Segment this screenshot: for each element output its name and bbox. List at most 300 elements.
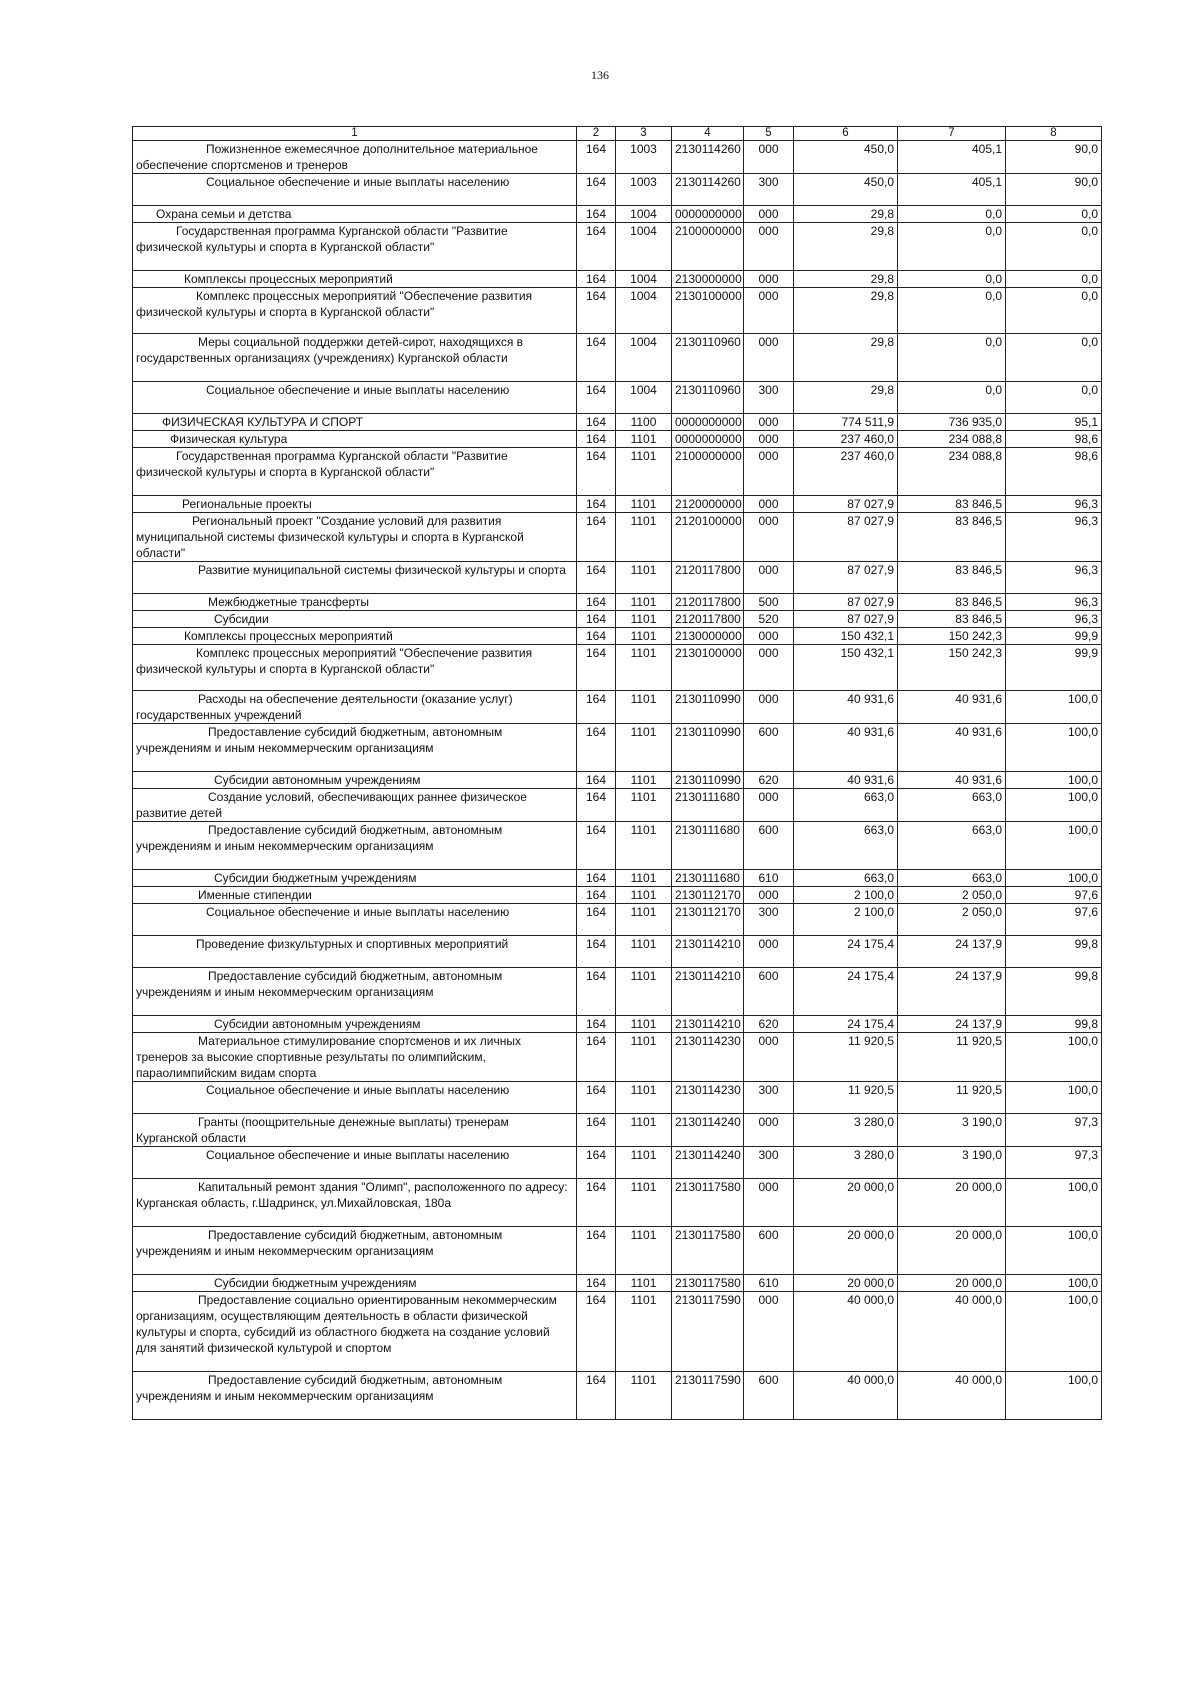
row-fact: 150 242,3 bbox=[898, 645, 1006, 691]
row-name bbox=[133, 141, 577, 174]
col-header-7: 7 bbox=[898, 127, 1006, 141]
row-name bbox=[133, 789, 577, 822]
row-ved: 164 bbox=[577, 1082, 616, 1114]
header-row bbox=[133, 127, 1102, 141]
table-row bbox=[133, 904, 1102, 936]
row-ved: 164 bbox=[577, 1275, 616, 1292]
col-header-8: 8 bbox=[1006, 127, 1102, 141]
row-expense-type: 300 bbox=[744, 1147, 794, 1179]
row-name-text: ФИЗИЧЕСКАЯ КУЛЬТУРА И СПОРТ bbox=[162, 415, 364, 429]
row-expense-type: 620 bbox=[744, 1016, 794, 1033]
row-percent: 96,3 bbox=[1006, 562, 1102, 594]
row-name bbox=[133, 887, 577, 904]
row-fact: 24 137,9 bbox=[898, 1016, 1006, 1033]
row-expense-type: 000 bbox=[744, 936, 794, 968]
row-name-text: Социальное обеспечение и иные выплаты населению bbox=[206, 175, 510, 189]
row-percent: 100,0 bbox=[1006, 1082, 1102, 1114]
row-plan: 3 280,0 bbox=[794, 1147, 898, 1179]
table-row bbox=[133, 414, 1102, 431]
row-plan: 40 931,6 bbox=[794, 772, 898, 789]
row-fact: 0,0 bbox=[898, 288, 1006, 334]
row-plan: 87 027,9 bbox=[794, 513, 898, 562]
table-row bbox=[133, 594, 1102, 611]
row-ved: 164 bbox=[577, 431, 616, 448]
row-name bbox=[133, 870, 577, 887]
row-ved: 164 bbox=[577, 271, 616, 288]
row-ved: 164 bbox=[577, 223, 616, 271]
row-section: 1003 bbox=[616, 141, 672, 174]
row-fact: 405,1 bbox=[898, 141, 1006, 174]
row-target-code: 2130100000 bbox=[672, 645, 744, 691]
row-expense-type: 620 bbox=[744, 772, 794, 789]
row-expense-type: 300 bbox=[744, 904, 794, 936]
row-plan: 11 920,5 bbox=[794, 1082, 898, 1114]
row-plan: 237 460,0 bbox=[794, 448, 898, 496]
row-expense-type: 000 bbox=[744, 628, 794, 645]
row-target-code: 2130114260 bbox=[672, 141, 744, 174]
row-plan: 40 931,6 bbox=[794, 724, 898, 772]
row-percent: 96,3 bbox=[1006, 594, 1102, 611]
table-row bbox=[133, 870, 1102, 887]
table-row bbox=[133, 496, 1102, 513]
row-target-code: 2130110990 bbox=[672, 691, 744, 724]
row-name-text: Субсидии бюджетным учреждениям bbox=[214, 871, 417, 885]
row-section: 1101 bbox=[616, 887, 672, 904]
row-section: 1101 bbox=[616, 448, 672, 496]
row-plan: 24 175,4 bbox=[794, 1016, 898, 1033]
row-name bbox=[133, 334, 577, 382]
row-name-text: Капитальный ремонт здания "Олимп", расположенного по адресу: Курганская область, г.Шадринск, ул.Михайловская, 180а bbox=[136, 1180, 568, 1210]
row-section: 1101 bbox=[616, 789, 672, 822]
row-section: 1101 bbox=[616, 1033, 672, 1082]
row-percent: 99,8 bbox=[1006, 968, 1102, 1016]
row-plan: 29,8 bbox=[794, 334, 898, 382]
row-name bbox=[133, 628, 577, 645]
row-percent: 96,3 bbox=[1006, 513, 1102, 562]
row-expense-type: 000 bbox=[744, 496, 794, 513]
row-expense-type: 300 bbox=[744, 1082, 794, 1114]
row-name bbox=[133, 936, 577, 968]
row-fact: 20 000,0 bbox=[898, 1227, 1006, 1275]
row-percent: 0,0 bbox=[1006, 271, 1102, 288]
row-name bbox=[133, 431, 577, 448]
row-target-code: 2100000000 bbox=[672, 448, 744, 496]
row-percent: 100,0 bbox=[1006, 1292, 1102, 1372]
row-name bbox=[133, 1016, 577, 1033]
row-percent: 95,1 bbox=[1006, 414, 1102, 431]
row-section: 1101 bbox=[616, 904, 672, 936]
row-expense-type: 000 bbox=[744, 431, 794, 448]
row-name-text: Материальное стимулирование спортсменов и их личных тренеров за высокие спортивные результаты по олимпийским, параолимпийским видам спорта bbox=[136, 1034, 521, 1080]
table-row bbox=[133, 141, 1102, 174]
row-expense-type: 000 bbox=[744, 887, 794, 904]
col-header-4: 4 bbox=[672, 127, 744, 141]
row-name-text: Государственная программа Курганской области "Развитие физической культуры и спорта в Курганской области" bbox=[136, 224, 508, 254]
row-fact: 83 846,5 bbox=[898, 513, 1006, 562]
row-section: 1101 bbox=[616, 968, 672, 1016]
row-plan: 40 000,0 bbox=[794, 1292, 898, 1372]
row-name-text: Комплексы процессных мероприятий bbox=[184, 629, 393, 643]
table-row bbox=[133, 334, 1102, 382]
row-fact: 40 000,0 bbox=[898, 1372, 1006, 1420]
row-name-text: Гранты (поощрительные денежные выплаты) тренерам Курганской области bbox=[136, 1115, 509, 1145]
row-expense-type: 610 bbox=[744, 870, 794, 887]
table-row bbox=[133, 1292, 1102, 1372]
row-name-text: Межбюджетные трансферты bbox=[208, 595, 370, 609]
row-expense-type: 300 bbox=[744, 174, 794, 206]
row-expense-type: 000 bbox=[744, 1114, 794, 1147]
row-percent: 97,3 bbox=[1006, 1147, 1102, 1179]
row-name-text: Создание условий, обеспечивающих раннее физическое развитие детей bbox=[136, 790, 527, 820]
table-row bbox=[133, 611, 1102, 628]
row-ved: 164 bbox=[577, 594, 616, 611]
row-name bbox=[133, 724, 577, 772]
row-plan: 29,8 bbox=[794, 206, 898, 223]
row-target-code: 2130117580 bbox=[672, 1275, 744, 1292]
row-percent: 0,0 bbox=[1006, 223, 1102, 271]
row-name-text: Предоставление субсидий бюджетным, автономным учреждениям и иным некоммерческим организациям bbox=[136, 1228, 503, 1258]
row-name bbox=[133, 496, 577, 513]
row-plan: 24 175,4 bbox=[794, 968, 898, 1016]
row-target-code: 0000000000 bbox=[672, 431, 744, 448]
row-name bbox=[133, 1292, 577, 1372]
row-ved: 164 bbox=[577, 513, 616, 562]
row-ved: 164 bbox=[577, 968, 616, 1016]
row-name-text: Субсидии автономным учреждениям bbox=[214, 1017, 421, 1031]
row-fact: 83 846,5 bbox=[898, 611, 1006, 628]
budget-table bbox=[132, 126, 1102, 1420]
row-plan: 450,0 bbox=[794, 141, 898, 174]
row-fact: 663,0 bbox=[898, 870, 1006, 887]
table-row bbox=[133, 562, 1102, 594]
row-name bbox=[133, 513, 577, 562]
row-fact: 0,0 bbox=[898, 223, 1006, 271]
row-ved: 164 bbox=[577, 496, 616, 513]
row-percent: 90,0 bbox=[1006, 174, 1102, 206]
row-section: 1101 bbox=[616, 691, 672, 724]
row-expense-type: 000 bbox=[744, 206, 794, 223]
row-section: 1101 bbox=[616, 1082, 672, 1114]
row-fact: 83 846,5 bbox=[898, 496, 1006, 513]
row-ved: 164 bbox=[577, 1372, 616, 1420]
row-section: 1101 bbox=[616, 611, 672, 628]
row-target-code: 2130110990 bbox=[672, 724, 744, 772]
row-percent: 96,3 bbox=[1006, 611, 1102, 628]
row-ved: 164 bbox=[577, 1227, 616, 1275]
row-name bbox=[133, 1227, 577, 1275]
row-ved: 164 bbox=[577, 382, 616, 414]
row-expense-type: 000 bbox=[744, 1292, 794, 1372]
row-plan: 237 460,0 bbox=[794, 431, 898, 448]
row-percent: 98,6 bbox=[1006, 431, 1102, 448]
row-ved: 164 bbox=[577, 1147, 616, 1179]
row-fact: 405,1 bbox=[898, 174, 1006, 206]
row-section: 1100 bbox=[616, 414, 672, 431]
row-percent: 100,0 bbox=[1006, 772, 1102, 789]
row-name bbox=[133, 1147, 577, 1179]
col-header-2: 2 bbox=[577, 127, 616, 141]
row-ved: 164 bbox=[577, 334, 616, 382]
row-percent: 100,0 bbox=[1006, 789, 1102, 822]
row-target-code: 2120000000 bbox=[672, 496, 744, 513]
row-expense-type: 600 bbox=[744, 724, 794, 772]
row-section: 1101 bbox=[616, 1292, 672, 1372]
row-section: 1101 bbox=[616, 431, 672, 448]
row-section: 1101 bbox=[616, 822, 672, 870]
row-name bbox=[133, 904, 577, 936]
row-target-code: 2130117590 bbox=[672, 1292, 744, 1372]
row-percent: 100,0 bbox=[1006, 1372, 1102, 1420]
row-fact: 24 137,9 bbox=[898, 936, 1006, 968]
row-target-code: 2130114210 bbox=[672, 968, 744, 1016]
row-name bbox=[133, 1033, 577, 1082]
row-expense-type: 000 bbox=[744, 334, 794, 382]
row-plan: 774 511,9 bbox=[794, 414, 898, 431]
row-target-code: 2130114240 bbox=[672, 1147, 744, 1179]
table-row bbox=[133, 936, 1102, 968]
row-section: 1101 bbox=[616, 1016, 672, 1033]
row-name bbox=[133, 271, 577, 288]
row-plan: 29,8 bbox=[794, 271, 898, 288]
row-fact: 2 050,0 bbox=[898, 904, 1006, 936]
row-name bbox=[133, 448, 577, 496]
row-expense-type: 300 bbox=[744, 382, 794, 414]
table-row bbox=[133, 1016, 1102, 1033]
table-row bbox=[133, 382, 1102, 414]
row-target-code: 2130114240 bbox=[672, 1114, 744, 1147]
row-target-code: 2130110990 bbox=[672, 772, 744, 789]
row-name-text: Меры социальной поддержки детей-сирот, находящихся в государственных организациях (учреждениях) Курганской области bbox=[136, 335, 524, 365]
row-section: 1101 bbox=[616, 513, 672, 562]
row-name bbox=[133, 822, 577, 870]
row-name-text: Предоставление субсидий бюджетным, автономным учреждениям и иным некоммерческим организациям bbox=[136, 969, 503, 999]
row-target-code: 2130100000 bbox=[672, 288, 744, 334]
row-target-code: 2120117800 bbox=[672, 594, 744, 611]
row-ved: 164 bbox=[577, 628, 616, 645]
row-ved: 164 bbox=[577, 288, 616, 334]
row-ved: 164 bbox=[577, 691, 616, 724]
row-name-text: Региональные проекты bbox=[182, 497, 312, 511]
row-plan: 150 432,1 bbox=[794, 645, 898, 691]
row-ved: 164 bbox=[577, 1114, 616, 1147]
row-name-text: Социальное обеспечение и иные выплаты населению bbox=[206, 383, 510, 397]
row-ved: 164 bbox=[577, 789, 616, 822]
row-plan: 40 000,0 bbox=[794, 1372, 898, 1420]
row-section: 1101 bbox=[616, 645, 672, 691]
row-plan: 450,0 bbox=[794, 174, 898, 206]
row-name-text: Предоставление субсидий бюджетным, автономным учреждениям и иным некоммерческим организациям bbox=[136, 823, 503, 853]
row-percent: 97,6 bbox=[1006, 887, 1102, 904]
table-row bbox=[133, 628, 1102, 645]
row-section: 1101 bbox=[616, 628, 672, 645]
table-row bbox=[133, 1147, 1102, 1179]
row-fact: 234 088,8 bbox=[898, 431, 1006, 448]
row-plan: 40 931,6 bbox=[794, 691, 898, 724]
row-section: 1101 bbox=[616, 724, 672, 772]
row-target-code: 2120117800 bbox=[672, 562, 744, 594]
table-row bbox=[133, 1033, 1102, 1082]
row-ved: 164 bbox=[577, 611, 616, 628]
table-row bbox=[133, 1227, 1102, 1275]
row-plan: 87 027,9 bbox=[794, 562, 898, 594]
row-section: 1004 bbox=[616, 288, 672, 334]
row-name bbox=[133, 1275, 577, 1292]
row-section: 1101 bbox=[616, 1227, 672, 1275]
row-expense-type: 000 bbox=[744, 223, 794, 271]
row-ved: 164 bbox=[577, 206, 616, 223]
row-plan: 2 100,0 bbox=[794, 904, 898, 936]
row-percent: 100,0 bbox=[1006, 1275, 1102, 1292]
row-section: 1101 bbox=[616, 772, 672, 789]
row-name bbox=[133, 562, 577, 594]
row-plan: 24 175,4 bbox=[794, 936, 898, 968]
table-row bbox=[133, 1082, 1102, 1114]
row-target-code: 0000000000 bbox=[672, 206, 744, 223]
row-target-code: 2100000000 bbox=[672, 223, 744, 271]
table-row bbox=[133, 174, 1102, 206]
row-name-text: Физическая культура bbox=[170, 432, 288, 446]
row-percent: 100,0 bbox=[1006, 724, 1102, 772]
row-ved: 164 bbox=[577, 822, 616, 870]
row-fact: 234 088,8 bbox=[898, 448, 1006, 496]
row-target-code: 2120100000 bbox=[672, 513, 744, 562]
row-fact: 40 000,0 bbox=[898, 1292, 1006, 1372]
row-fact: 150 242,3 bbox=[898, 628, 1006, 645]
row-fact: 736 935,0 bbox=[898, 414, 1006, 431]
row-ved: 164 bbox=[577, 1016, 616, 1033]
row-expense-type: 600 bbox=[744, 1227, 794, 1275]
row-name bbox=[133, 645, 577, 691]
row-name bbox=[133, 414, 577, 431]
row-ved: 164 bbox=[577, 562, 616, 594]
table-row bbox=[133, 288, 1102, 334]
row-percent: 100,0 bbox=[1006, 870, 1102, 887]
table-row bbox=[133, 772, 1102, 789]
row-section: 1101 bbox=[616, 870, 672, 887]
table-row bbox=[133, 887, 1102, 904]
row-section: 1101 bbox=[616, 1275, 672, 1292]
row-name bbox=[133, 1179, 577, 1227]
row-section: 1101 bbox=[616, 1372, 672, 1420]
row-expense-type: 000 bbox=[744, 789, 794, 822]
row-percent: 100,0 bbox=[1006, 822, 1102, 870]
row-name bbox=[133, 382, 577, 414]
row-percent: 99,8 bbox=[1006, 936, 1102, 968]
row-percent: 97,6 bbox=[1006, 904, 1102, 936]
row-percent: 90,0 bbox=[1006, 141, 1102, 174]
row-ved: 164 bbox=[577, 645, 616, 691]
row-fact: 20 000,0 bbox=[898, 1179, 1006, 1227]
table-row bbox=[133, 691, 1102, 724]
row-fact: 20 000,0 bbox=[898, 1275, 1006, 1292]
row-percent: 0,0 bbox=[1006, 206, 1102, 223]
row-fact: 2 050,0 bbox=[898, 887, 1006, 904]
row-name-text: Именные стипендии bbox=[198, 888, 312, 902]
table-row bbox=[133, 431, 1102, 448]
row-name-text: Проведение физкультурных и спортивных мероприятий bbox=[196, 937, 509, 951]
row-plan: 29,8 bbox=[794, 288, 898, 334]
row-fact: 3 190,0 bbox=[898, 1114, 1006, 1147]
row-fact: 40 931,6 bbox=[898, 691, 1006, 724]
row-target-code: 2130000000 bbox=[672, 628, 744, 645]
row-expense-type: 520 bbox=[744, 611, 794, 628]
row-percent: 100,0 bbox=[1006, 1227, 1102, 1275]
row-fact: 83 846,5 bbox=[898, 594, 1006, 611]
row-ved: 164 bbox=[577, 448, 616, 496]
row-percent: 97,3 bbox=[1006, 1114, 1102, 1147]
row-ved: 164 bbox=[577, 904, 616, 936]
row-target-code: 2130111680 bbox=[672, 789, 744, 822]
row-percent: 98,6 bbox=[1006, 448, 1102, 496]
row-fact: 40 931,6 bbox=[898, 724, 1006, 772]
row-name bbox=[133, 691, 577, 724]
table-row bbox=[133, 789, 1102, 822]
col-header-6: 6 bbox=[794, 127, 898, 141]
col-header-5: 5 bbox=[744, 127, 794, 141]
row-fact: 83 846,5 bbox=[898, 562, 1006, 594]
row-section: 1101 bbox=[616, 562, 672, 594]
row-percent: 96,3 bbox=[1006, 496, 1102, 513]
row-section: 1101 bbox=[616, 496, 672, 513]
row-target-code: 0000000000 bbox=[672, 414, 744, 431]
row-plan: 87 027,9 bbox=[794, 594, 898, 611]
row-name-text: Комплекс процессных мероприятий "Обеспечение развития физической культуры и спорта в Курганской области" bbox=[136, 646, 533, 676]
row-expense-type: 000 bbox=[744, 645, 794, 691]
row-fact: 0,0 bbox=[898, 206, 1006, 223]
row-name bbox=[133, 611, 577, 628]
row-name-text: Охрана семьи и детства bbox=[156, 207, 292, 221]
row-name-text: Социальное обеспечение и иные выплаты населению bbox=[206, 1148, 510, 1162]
row-fact: 0,0 bbox=[898, 382, 1006, 414]
row-name-text: Расходы на обеспечение деятельности (оказание услуг) государственных учреждений bbox=[136, 692, 513, 722]
row-plan: 2 100,0 bbox=[794, 887, 898, 904]
row-name-text: Комплекс процессных мероприятий "Обеспечение развития физической культуры и спорта в Курганской области" bbox=[136, 289, 533, 319]
row-section: 1004 bbox=[616, 223, 672, 271]
table-row bbox=[133, 271, 1102, 288]
row-expense-type: 000 bbox=[744, 1033, 794, 1082]
row-name bbox=[133, 968, 577, 1016]
table-row bbox=[133, 1179, 1102, 1227]
table-row bbox=[133, 206, 1102, 223]
row-section: 1004 bbox=[616, 382, 672, 414]
row-percent: 0,0 bbox=[1006, 288, 1102, 334]
row-percent: 0,0 bbox=[1006, 334, 1102, 382]
row-section: 1101 bbox=[616, 1179, 672, 1227]
row-target-code: 2130117580 bbox=[672, 1227, 744, 1275]
table-row bbox=[133, 822, 1102, 870]
row-expense-type: 000 bbox=[744, 562, 794, 594]
row-name-text: Развитие муниципальной системы физической культуры и спорта bbox=[198, 563, 566, 577]
row-fact: 3 190,0 bbox=[898, 1147, 1006, 1179]
row-ved: 164 bbox=[577, 724, 616, 772]
row-expense-type: 500 bbox=[744, 594, 794, 611]
row-percent: 99,9 bbox=[1006, 628, 1102, 645]
row-plan: 150 432,1 bbox=[794, 628, 898, 645]
row-expense-type: 000 bbox=[744, 448, 794, 496]
row-target-code: 2130110960 bbox=[672, 334, 744, 382]
row-name-text: Предоставление социально ориентированным некоммерческим организациям, осуществляющим деятельность в области физической культуры и спорта, субсидий из областного бюджета на создание условий для занятий физической культурой и спортом bbox=[136, 1293, 557, 1355]
row-expense-type: 610 bbox=[744, 1275, 794, 1292]
table-row bbox=[133, 223, 1102, 271]
row-target-code: 2130111680 bbox=[672, 822, 744, 870]
col-header-1: 1 bbox=[133, 127, 577, 141]
row-plan: 663,0 bbox=[794, 789, 898, 822]
row-name bbox=[133, 772, 577, 789]
row-section: 1004 bbox=[616, 206, 672, 223]
row-ved: 164 bbox=[577, 414, 616, 431]
table-row bbox=[133, 1114, 1102, 1147]
row-fact: 11 920,5 bbox=[898, 1082, 1006, 1114]
